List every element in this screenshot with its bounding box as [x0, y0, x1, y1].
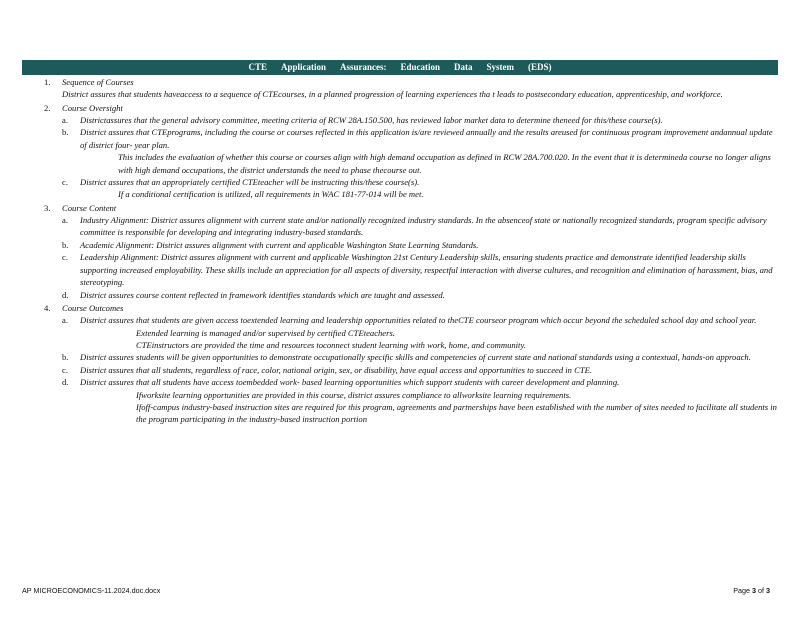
header-word: System: [486, 62, 515, 72]
section-heading: [44, 302, 780, 314]
section-number: 3.: [44, 202, 51, 213]
bullet-icon: [98, 188, 118, 200]
list-item: [62, 351, 780, 363]
section-heading: [44, 102, 780, 114]
item-letter: c.: [62, 177, 68, 188]
item-text: Industry Alignment: District assures alignment with current state and/or nationally recognized industry standards. In the absenceof state or nationally recognized standards, program specific advisory committee is responsible for developing and integrating industry-based standards.: [80, 215, 767, 238]
header-word: Education: [400, 62, 441, 72]
page-label: Page: [733, 586, 750, 595]
section-title: Course Content: [62, 202, 117, 213]
sub-item-text: Ifworksite learning opportunities are provided in this course, district assures compliance to allworksite learning requirements.: [136, 389, 572, 400]
list-item: [62, 364, 780, 376]
item-text: District assures students will be given opportunities to demonstrate occupationally specific skills and competencies of current state and national standards using a contextual, hands-on approach.: [80, 352, 751, 363]
section-title: Course Oversight: [62, 102, 123, 113]
page-current: 3: [752, 586, 756, 595]
item-letter: a.: [62, 115, 68, 126]
section-sequence-of-courses: [44, 76, 780, 101]
bullet-icon: [116, 401, 136, 426]
bullet-icon: [116, 327, 136, 339]
sub-list-item: [98, 151, 780, 176]
header-word: Data: [454, 62, 473, 72]
section-course-content: [44, 202, 780, 301]
header-word: Application: [280, 62, 326, 72]
page-total: 3: [766, 586, 770, 595]
item-text: District assures that all students have access toembedded work- based learning opportunities which support students with career development and planning.: [80, 377, 620, 388]
item-letter: a.: [62, 315, 68, 326]
item-letter: b.: [62, 239, 69, 250]
item-text: Districtassures that the general advisory committee, meeting criteria of RCW 28A.150.500, has reviewed labor market data to determine theneed for this/these course(s).: [80, 115, 663, 126]
list-item: [62, 114, 780, 126]
item-text: District assures that all students, regardless of race, color, national origin, sex, or disability, have equal access and opportunities to succeed in CTE.: [80, 364, 593, 375]
list-item: [62, 314, 780, 326]
item-letter: b.: [62, 352, 69, 363]
section-number: 1.: [44, 77, 51, 87]
page-of-label: of: [758, 586, 764, 595]
header-word: Assurances:: [340, 62, 387, 72]
item-letter: d.: [62, 289, 69, 300]
item-text: District assures course content reflected in framework identifies standards which are taught and assessed.: [80, 289, 445, 300]
section-number: 4.: [44, 302, 51, 313]
sub-item-text: Extended learning is managed and/or supervised by certified CTEteachers.: [136, 327, 395, 338]
item-letter: c.: [62, 252, 68, 263]
section-title: Sequence of Courses: [62, 77, 134, 87]
item-text: District assures that CTEprograms, including the course or courses reflected in this application is/are reviewed annually and the results areused for continuous program improvement andannual update of district four- year plan.: [80, 127, 773, 150]
item-letter: d.: [62, 377, 69, 388]
footer-filename: AP MICROECONOMICS-11.2024.doc.docx: [22, 586, 161, 595]
list-item: [62, 176, 780, 188]
item-text: Academic Alignment: District assures alignment with current and applicable Washington State Learning Standards.: [80, 239, 479, 250]
section-paragraph: District assures that students haveaccess to a sequence of CTEcourses, in a planned progression of learning experiences tha t leads to postsecondary education, apprenticeship, and workforce.: [62, 89, 723, 100]
sub-item-text: This includes the evaluation of whether this course or courses align with high demand occupation as defined in RCW 28A.700.020. In the event that it is determineda course no longer aligns with high demand occupations, the district understands the need to phase thecourse out.: [118, 152, 771, 175]
sub-item-text: If a conditional certification is utilized, all requirements in WAC 181-77-014 will be met.: [118, 189, 424, 200]
bullet-icon: [116, 389, 136, 401]
header-word: (EDS): [528, 62, 552, 72]
section-heading: [44, 76, 780, 88]
header-word: CTE: [248, 62, 267, 72]
bullet-icon: [98, 151, 118, 176]
item-letter: c.: [62, 364, 68, 375]
section-course-oversight: [44, 102, 780, 201]
list-item: [62, 214, 780, 239]
sub-list-item: [116, 401, 780, 426]
item-letter: b.: [62, 127, 69, 138]
item-text: District assures that students are given access toextended learning and leadership opportunities related to theCTE courseor program which occur beyond the scheduled school day and school year.: [80, 315, 757, 326]
footer-page-number: [733, 586, 770, 595]
section-heading: [44, 202, 780, 214]
bullet-icon: [116, 339, 136, 351]
section-title: Course Outcomes: [62, 302, 124, 313]
sub-list-item: [98, 188, 780, 200]
sub-list-item: [116, 327, 780, 339]
item-letter: a.: [62, 215, 68, 226]
sub-item-text: Ifoff-campus industry-based instruction sites are required for this program, agreements and partnerships have been established with the number of sites needed to facilitate all students in the program participating in the industry-based instruction portion: [136, 401, 777, 425]
section-number: 2.: [44, 102, 51, 113]
list-item: [62, 239, 780, 251]
list-item: [62, 126, 780, 151]
section-course-outcomes: [44, 302, 780, 426]
item-text: District assures that an appropriately certified CTEteacher will be instructing this/these course(s).: [80, 177, 420, 188]
list-item: [62, 376, 780, 388]
list-item: [62, 289, 780, 301]
assurances-content: [44, 76, 780, 427]
list-item: [62, 251, 780, 288]
sub-list-item: [116, 339, 780, 351]
sub-item-text: CTEinstructors are provided the time and resources toconnect student learning with work, home, and community.: [136, 339, 526, 350]
sub-list-item: [116, 389, 780, 401]
item-text: Leadership Alignment: District assures alignment with current and applicable Washington 21st Century Leadership skills, ensuring students practice and demonstrate identified leadership skills supporting increased employability. These skills include an appreciation for all aspects of diversity, respectful interaction with diverse cultures, and recognition and elimination of harassment, bias, and stereotyping.: [80, 252, 773, 288]
assurances-header-bar: [22, 60, 778, 75]
